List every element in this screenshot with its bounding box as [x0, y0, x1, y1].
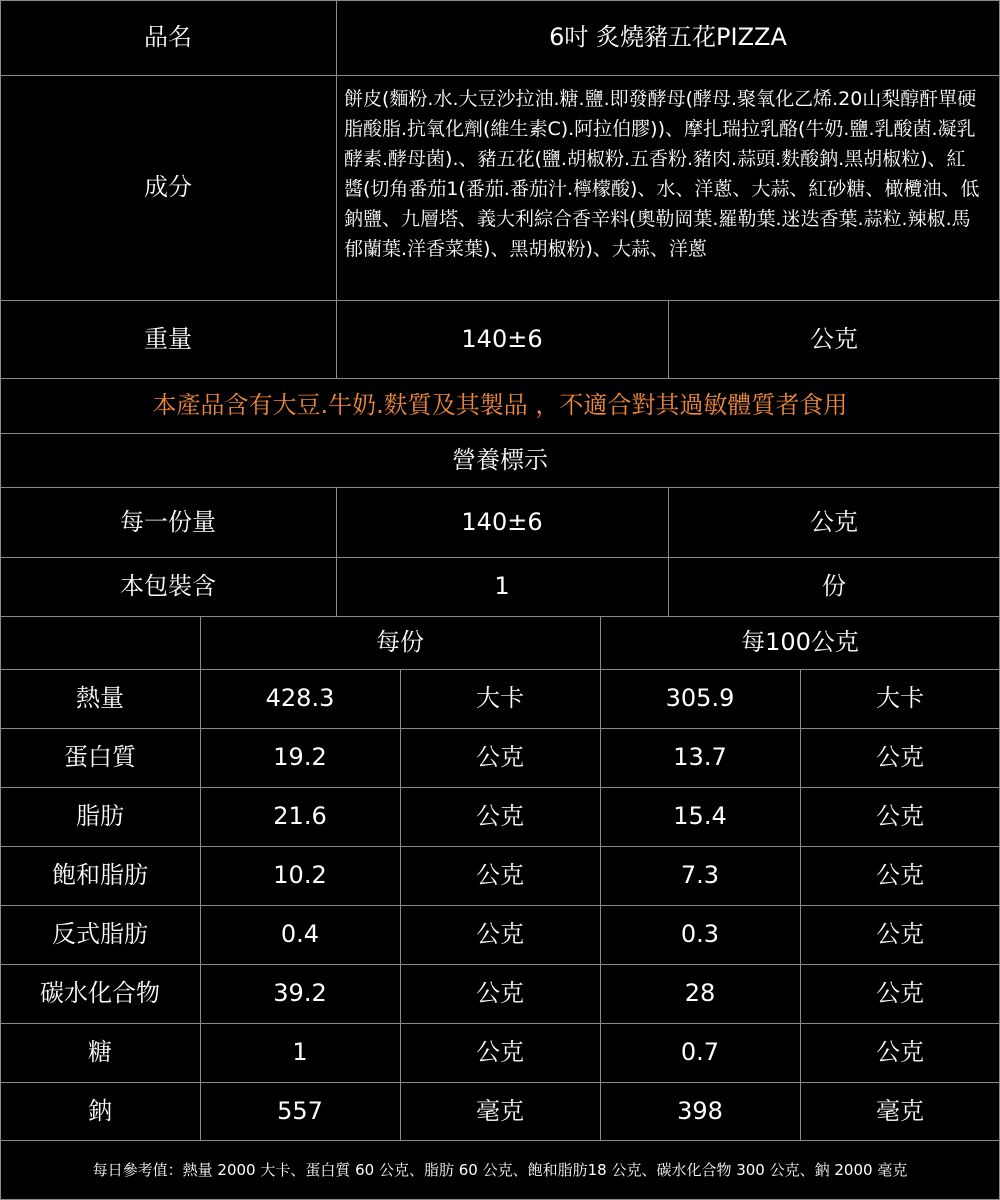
per-serving-value: 428.3 [265, 684, 335, 713]
daily-reference-note: 每日參考值：熱量 2000 大卡、蛋白質 60 公克、脂肪 60 公克、飽和脂肪18 公克、碳水化合物 300 公克、鈉 2000 毫克 [92, 1160, 908, 1179]
per-100g-unit: 公克 [876, 861, 924, 890]
per-100g-unit: 公克 [876, 920, 924, 949]
per-100g-value: 0.3 [680, 920, 720, 949]
nutrient-row [0, 846, 1000, 905]
nutrition-column-header [0, 616, 1000, 669]
allergen-warning: 本產品含有大豆.牛奶.麩質及其製品 ，不適合對其過敏體質者食用 [152, 391, 848, 420]
serving-size-value: 140±6 [461, 507, 543, 536]
servings-per-pack-row [0, 557, 1000, 616]
per-serving-value: 557 [277, 1096, 323, 1125]
serving-size-label: 每一份量 [120, 507, 216, 536]
per-100g-value: 13.7 [673, 743, 727, 772]
per-100g-value: 0.7 [680, 1038, 720, 1067]
nutrient-name: 蛋白質 [64, 743, 136, 772]
per-serving-unit: 公克 [476, 861, 524, 890]
per-serving-value: 1 [292, 1038, 308, 1067]
per-100g-unit: 公克 [876, 802, 924, 831]
per-serving-unit: 大卡 [476, 684, 524, 713]
product-name-row [0, 0, 1000, 75]
nutrient-row [0, 905, 1000, 964]
per-serving-unit: 公克 [476, 1038, 524, 1067]
nutrient-name: 脂肪 [76, 802, 124, 831]
ingredients-label: 成分 [144, 173, 192, 202]
nutrient-row [0, 669, 1000, 728]
per-100g-unit: 大卡 [876, 684, 924, 713]
per-serving-unit: 公克 [476, 979, 524, 1008]
per-serving-unit: 毫克 [476, 1096, 524, 1125]
nutrient-row [0, 964, 1000, 1023]
nutrition-title: 營養標示 [452, 445, 548, 474]
per-serving-unit: 公克 [476, 920, 524, 949]
serving-size-unit: 公克 [810, 507, 858, 536]
nutrient-name: 糖 [88, 1038, 112, 1067]
weight-label: 重量 [144, 324, 192, 353]
per-100g-unit: 公克 [876, 743, 924, 772]
nutrition-title-row [0, 433, 1000, 487]
per-100g-unit: 公克 [876, 979, 924, 1008]
servings-per-pack-value: 1 [494, 572, 510, 601]
product-name-value: 6吋 炙燒豬五花PIZZA [549, 23, 787, 52]
per-100g-value: 28 [684, 979, 716, 1008]
per-100g-unit: 公克 [876, 1038, 924, 1067]
per-serving-value: 19.2 [273, 743, 327, 772]
nutrient-name: 熱量 [76, 684, 124, 713]
per-100g-unit: 毫克 [876, 1096, 924, 1125]
per-serving-value: 0.4 [280, 920, 320, 949]
servings-per-pack-label: 本包裝含 [120, 572, 216, 601]
per-serving-value: 10.2 [273, 861, 327, 890]
ingredients-text: 餅皮(麵粉.水.大豆沙拉油.糖.鹽.即發酵母(酵母.聚氧化乙烯.20山梨醇酐單硬脂酸脂.抗氧化劑(維生素C).阿拉伯膠))、摩扎瑞拉乳酪(牛奶.鹽.乳酸菌.凝乳酵素.酵母菌).、豬五花(鹽.胡椒粉.五香粉.豬肉.蒜頭.麩酸鈉.黑胡椒粒)、紅醬(切角番茄1(番茄.番茄汁.檸檬酸)、水、洋蔥、大蒜、紅砂糖、橄欖油、低鈉鹽、九層塔、義大利綜合香辛料(奧勒岡葉.羅勒葉.迷迭香葉.蒜粒.辣椒.馬郁蘭葉.洋香菜葉)、黑胡椒粉)、大蒜、洋蔥 [344, 88, 980, 260]
per-serving-value: 21.6 [273, 802, 327, 831]
per-serving-value: 39.2 [273, 979, 327, 1008]
serving-size-row [0, 487, 1000, 557]
nutrient-row [0, 1082, 1000, 1140]
nutrient-name: 碳水化合物 [40, 979, 160, 1008]
nutrient-row [0, 1023, 1000, 1082]
per-100g-value: 7.3 [680, 861, 720, 890]
per-serving-header: 每份 [376, 628, 424, 657]
allergen-row [0, 378, 1000, 433]
nutrient-row [0, 787, 1000, 846]
per-100g-value: 305.9 [665, 684, 735, 713]
product-name-label: 品名 [144, 23, 192, 52]
nutrient-row [0, 728, 1000, 787]
per-serving-unit: 公克 [476, 802, 524, 831]
per-100g-header: 每100公克 [741, 628, 859, 657]
weight-unit: 公克 [810, 324, 858, 353]
daily-reference-row [0, 1140, 1000, 1199]
servings-per-pack-unit: 份 [822, 572, 846, 601]
weight-value: 140±6 [461, 324, 543, 353]
nutrient-name: 反式脂肪 [52, 920, 148, 949]
weight-row [0, 300, 1000, 378]
per-serving-unit: 公克 [476, 743, 524, 772]
per-100g-value: 15.4 [673, 802, 727, 831]
nutrient-name: 鈉 [88, 1096, 112, 1125]
nutrient-name: 飽和脂肪 [52, 861, 148, 890]
per-100g-value: 398 [677, 1096, 723, 1125]
